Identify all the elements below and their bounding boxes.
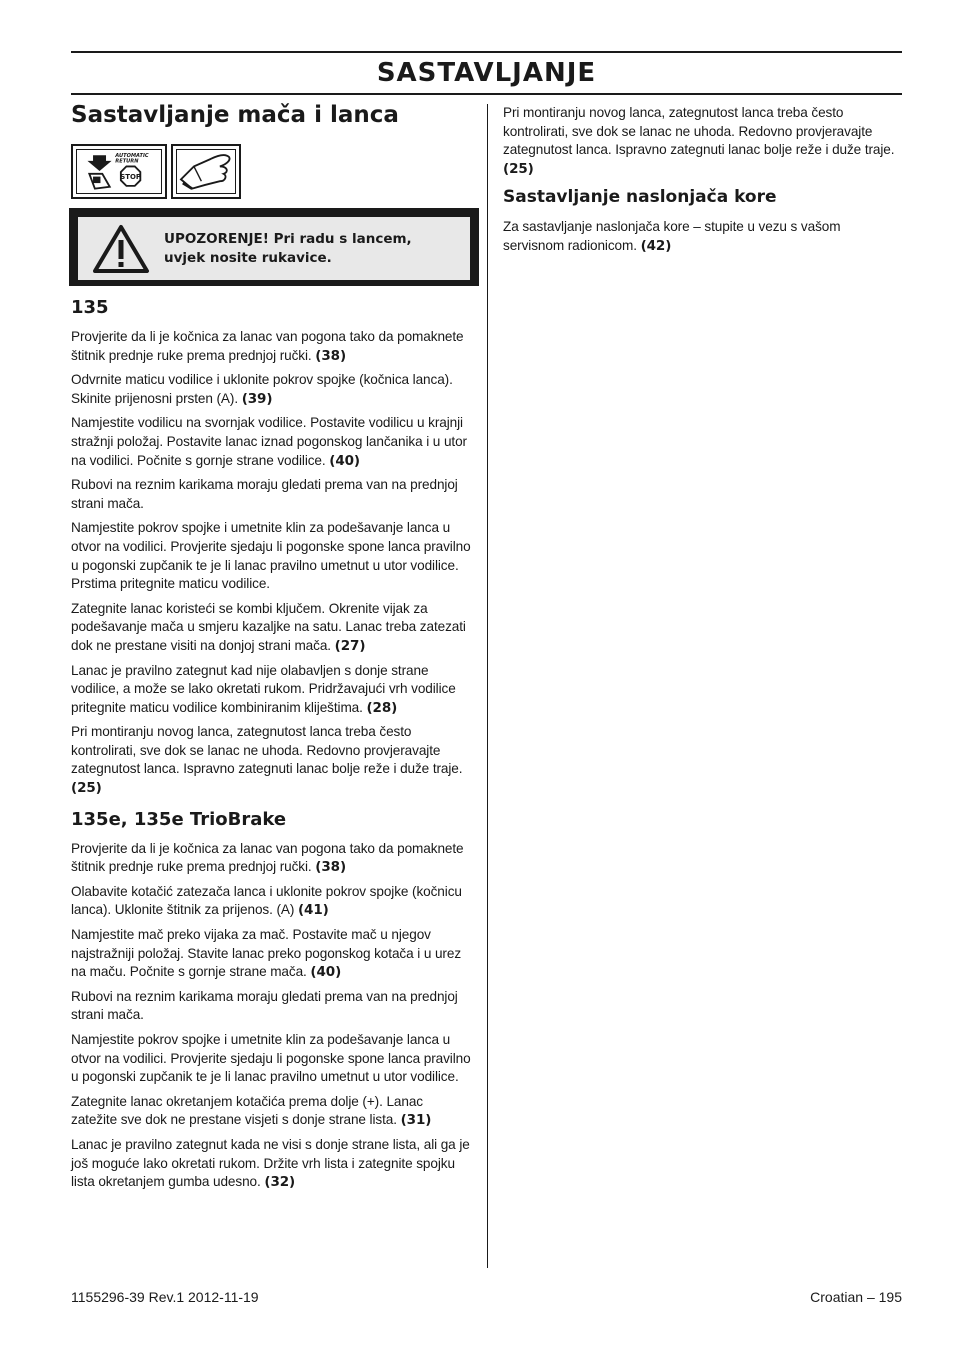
paragraph: Odvrnite maticu vodilice i uklonite pokrov spojke (kočnica lanca). Skinite prijenosni prsten (A). (39) [71,372,453,407]
warning-triangle-icon [78,217,164,280]
paragraph: Rubovi na reznim karikama moraju gledati prema van na prednjoj strani mača. [71,988,458,1023]
figure-ref: (40) [310,964,342,981]
right-column [503,104,903,262]
page-header: SASTAVLJANJE [376,58,597,88]
figure-ref: (42) [640,237,672,254]
footer-page-number: Croatian – 195 [810,1289,902,1305]
figure-ref: (27) [334,637,366,654]
figure-ref: (39) [241,390,273,407]
chain-brake-stop-icon [71,144,167,199]
bark-rest-heading: Sastavljanje naslonjača kore [503,187,777,208]
return-label: RETURN [115,158,139,165]
paragraph: Pri montiranju novog lanca, zategnutost lanca treba često kontrolirati, sve dok se lanac ne uhoda. Redovno provjeravajte zategnutost lanca. Ispravno zategnuti lanac bolje reže i duže traje. (25) [503,105,895,177]
symbol-row [71,144,471,199]
paragraph: Provjerite da li je kočnica za lanac van pogona tako da pomaknete štitnik prednje ruke prema prednjoj ručki. (38) [71,329,464,364]
paragraph: Provjerite da li je kočnica za lanac van pogona tako da pomaknete štitnik prednje ruke prema prednjoj ručki. (38) [71,840,464,876]
figure-ref: (38) [315,859,347,876]
warning-text: UPOZORENJE! Pri radu s lancem, uvjek nosite rukavice. [164,230,412,266]
header-top-rule [71,51,902,53]
figure-ref: (25) [71,780,102,797]
figure-ref: (32) [264,1174,296,1191]
paragraph: Namjestite pokrov spojke i umetnite klin za podešavanje lanca u otvor na vodilici. Provjerite sjedaju li pogonske spone lanca pravilno u pogonski zupčanik te je li lanac pravilno umetnut u utor vodilice. Prstima pritegnite maticu vodilice. [71,520,471,592]
stop-label: STOP [120,172,141,181]
paragraph: Rubovi na reznim karikama moraju gledati prema van na prednjoj strani mača. [71,477,458,511]
paragraph: Za sastavljanje naslonjača kore – stupite u vezu s vašom servisnom radionicom. (42) [503,219,841,254]
paragraph: Olabavite kotačić zatezača lanca i uklonite pokrov spojke (kočnicu lanca). Uklonite štitnik za prijenos. (A) (41) [71,883,462,919]
paragraph: Namjestite mač preko vijaka za mač. Postavite mač u njegov najstražniji položaj. Stavite lanac preko pogonskog kotača i u urez na maču. Počnite s gornje strane mača. (40) [71,927,462,981]
paragraph: Namjestite pokrov spojke i umetnite klin za podešavanje lanca u otvor na vodilici. Provjerite sjedaju li pogonske spone lanca pravilno u pogonski zupčanik te je li lanac pravilno umetnut u utor vodilice. [71,1032,471,1085]
figure-ref: (38) [315,347,347,364]
figure-ref: (41) [297,902,329,919]
figure-ref: (31) [400,1112,432,1129]
paragraph: Lanac je pravilno zategnut kada ne visi s donje strane lista, ali ga je još moguće lako okretati rukom. Držite vrh lista i zategnite spojku lista okretanjem gumba udesno. (32) [71,1136,470,1191]
left-column [71,100,471,1198]
paragraph: Zategnite lanac okretanjem kotačića prema dolje (+). Lanac zatežite sve dok ne prestane visjeti s donje strane lista. (31) [71,1093,432,1129]
section-title: Sastavljanje mača i lanca [71,102,399,128]
header-bottom-rule [71,93,902,95]
model-135e-heading: 135e, 135e TrioBrake [71,808,287,830]
figure-ref: (28) [366,699,398,716]
paragraph: Namjestite vodilicu na svornjak vodilice. Postavite vodilicu u krajnji stražnji položaj. Postavite lanac iznad pogonskog lančanika i u utor na vodilici. Počnite s gornje strane vodilice. (40) [71,415,467,469]
paragraph: Lanac je pravilno zategnut kad nije olabavljen s donje strane vodilice, a može se lako okretati rukom. Pridržavajući vrh vodilice pritegnite maticu vodilice kombiniranim kliještima. (28) [71,662,456,716]
paragraph: Pri montiranju novog lanca, zategnutost lanca treba često kontrolirati, sve dok se lanac ne uhoda. Redovno provjeravajte zategnutost lanca. Ispravno zategnuti lanac bolje reže i duže traje. (25) [71,724,463,797]
figure-ref: (25) [503,160,534,177]
warning-box [69,208,479,286]
footer-doc-id: 1155296-39 Rev.1 2012-11-19 [71,1289,259,1305]
column-divider [487,104,488,1268]
automatic-label: AUTOMATIC [115,153,149,160]
figure-ref: (40) [329,452,360,469]
paragraph: Zategnite lanac koristeći se kombi ključem. Okrenite vijak za podešavanje mača u smjeru kazaljke na satu. Lanac treba zatezati dok ne prestane visiti na donjoj strani mača. (27) [71,600,466,654]
model-135-heading: 135 [71,297,109,318]
glove-icon [171,144,241,199]
